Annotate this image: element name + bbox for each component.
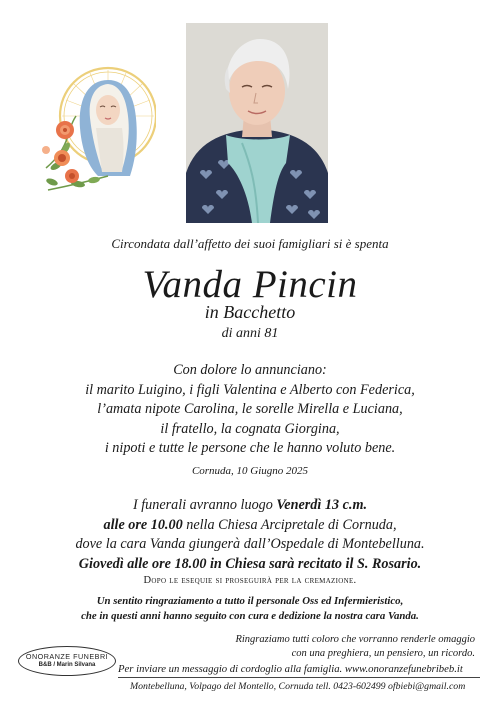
age-line: di anni 81	[221, 326, 279, 341]
logo-line-1: ONORANZE FUNEBRI	[25, 652, 109, 661]
announcement	[0, 361, 500, 459]
deceased-name: Vanda Pincin	[142, 263, 358, 306]
logo-line-2: B&B / Marin Silvana	[38, 662, 96, 668]
rosary-line	[0, 555, 500, 575]
gratitude-note	[215, 633, 475, 661]
announcement-line: il marito Luigino, i figli Valentina e Alberto con Federica,	[85, 381, 415, 398]
funeral-line-3: dove la cara Vanda giungerà dall’Ospedale di Montebelluna.	[75, 536, 425, 552]
contact-line: Montebelluna, Volpago del Montello, Cornuda tell. 0423-602499 ofbiebi@gmail.com	[130, 681, 466, 692]
rosary-text: Giovedì alle ore 18.00 in Chiesa sarà recitato il S. Rosario.	[78, 555, 422, 572]
madonna-image	[38, 58, 156, 194]
condolence-message: Per inviare un messaggio di cordoglio alla famiglia. www.onoranzefunebribeb.it	[118, 663, 463, 675]
thanks-line: che in questi anni hanno seguito con cura e dedizione la nostra cara Vanda.	[81, 609, 419, 622]
funeral-place: nella Chiesa Arcipretale di Cornuda,	[182, 516, 397, 533]
gratitude-line: con una preghiera, un pensiero, un ricordo.	[291, 648, 475, 659]
announcement-line: i nipoti e tutte le persone che le hanno voluto bene.	[104, 440, 396, 456]
announcement-line: Con dolore lo annunciano:	[173, 362, 327, 378]
funeral-text: I funerali avranno luogo	[132, 497, 277, 513]
announcement-line: il fratello, la cognata Giorgina,	[160, 420, 340, 437]
funeral-details	[0, 496, 500, 574]
intro-line: Circondata dall’affetto dei suoi famigliari si è spenta	[111, 236, 389, 251]
funeral-line-1	[0, 496, 500, 516]
announcement-line: l’amata nipote Carolina, le sorelle Mirella e Luciana,	[97, 401, 403, 417]
thanks-line: Un sentito ringraziamento a tutto il personale Oss ed Infermieristico,	[96, 595, 404, 607]
funeral-home-logo	[18, 646, 116, 676]
footer-divider	[118, 677, 480, 678]
funeral-time: alle ore 10.00	[103, 516, 183, 533]
cremation-note: Dopo le esequie si proseguirà per la cremazione.	[143, 575, 357, 586]
portrait-photo	[186, 23, 328, 223]
married-name: in Bacchetto	[204, 302, 296, 322]
funeral-date: Venerdì 13 c.m.	[276, 497, 368, 513]
thanks-note	[0, 594, 500, 623]
date-line: Cornuda, 10 Giugno 2025	[191, 465, 309, 477]
gratitude-line: Ringraziamo tutti coloro che vorranno renderle omaggio	[235, 634, 475, 645]
funeral-line-2	[0, 516, 500, 536]
